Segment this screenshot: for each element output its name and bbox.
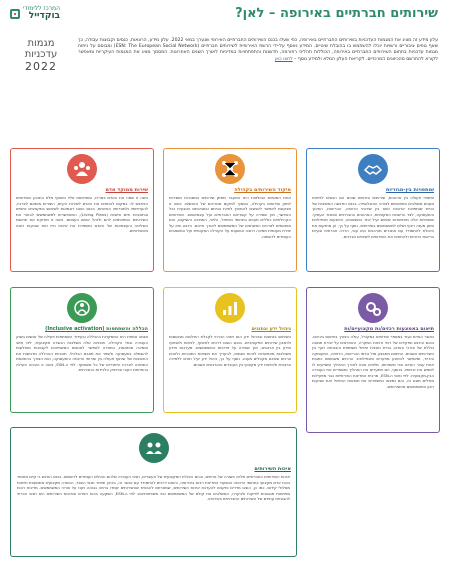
logo-line-1: המרכז ללימודי — [23, 5, 61, 12]
topic-card-coordination — [306, 287, 440, 433]
workforce-icon — [139, 433, 169, 463]
topic-card-person-centred — [10, 148, 154, 272]
topic-card-partnerships — [306, 148, 440, 272]
logo-line-2: בוקדייל — [28, 11, 61, 21]
read-more-link[interactable]: לחצו כאן — [274, 56, 293, 62]
handshake-icon — [358, 154, 388, 184]
inclusion-icon — [67, 293, 97, 323]
intro-text: עלון מידע זה מציג את המגמות העדכניות בשירותים החברתיים באירופה, כפי שעלו בכנס השירותים החברתיים האירופי שנערך במאי 2022. עלון מידע, הרצאות, כנסים וקבוצות עבודה, כך שאף גופים ציבוריים ורשויות יוכלו להשתמש בו בהובלת שינויים. המידע נאסף על-ידי הרשת האירופית לשירותים חברתיים (ESN: The European Social Network) ומבוסס על ניתוח מגמות עדכניות בתחום השירותים החברתיים באירופה, הכוללות תהליכי רפורמה, חדשנות והתפתחויות במדיניות לאורך השנים האחרונות. המסמך מציג את המגמות העיקריות ומאפשר לקורא להתרשם מהכיוונים המרכזיים. לקריאת העלון המלא ולמידע נוסף – — [78, 38, 438, 62]
growth-icon — [215, 293, 245, 323]
topic-card-inclusion — [10, 287, 154, 413]
topic-card-community — [163, 148, 297, 272]
card-body: שיתופי פעולה בין ארגונים, שירותים וגורמים שונים הם הבסיס לפיתוח מענים משולבים ומותאמים לצורכי האוכלוסייה. בכנס הודגשה החשיבות של בניית שותפויות ארוכות טווח בין שירותי הרווחה, הבריאות, החינוך והתעסוקה, לצד הרשויות המקומיות, הארגונים החברתיים והמגזר העסקי. שותפויות אלה מאפשרות שימוש יעיל יותר במשאבים, הימנעות מכפילויות ומתן מענה רציף ושלם למשתמשים בשירותים. נוסף על כך, הן מחזקות את היכולת להתמודד עם אתגרים מורכבים כמו עוני, הדרה חברתית ובעיות בריאות כרוניות ולהתאים את השירותים לשינויים בצרכים. — [312, 195, 434, 239]
intro-section — [10, 38, 438, 96]
logo-text — [23, 6, 60, 21]
topic-card-quality — [10, 427, 297, 557]
card-title: שותפויות בין-מגזריות — [385, 187, 434, 193]
card-body: כאשר האדם נעזר במספר שירותים במקביל, עולה הצורך בתיאום ביניהם. בכנס הודגש תפקידם של רכזי ורכזות המקרה, האחראים על יצירת תמונה כוללת של צורכי האדם, בניית תוכנית טיפול משותפת והבטחת רצף בין השירותים השונים. התיאום מתבצע מול גורמי הבריאות, הרווחה, התעסוקה והדיור, ומאפשר להימנע מפערים ומכפילויות. הרכזים משמשים כתובת אחת עבור האדם ובני משפחתו, מלווים אותו לאורך התהליך ומסייעים לו לממש את זכויותיו. בנוסף, הם מתעדים את התהליך ומשפרים את העבודה הבין-מקצועית. לפי נתוני ה-ESN, מרבית המדינות האירופיות כבר מפעילות מודלים מסוג זה, והם נמצאו כמשפרים את תוצאות הטיפול ואת שביעות רצון המשתמשים מהשירותים. — [312, 334, 434, 389]
card-title: שירות ממוקד אדם — [105, 187, 148, 193]
card-title: מיקוד השירותים בקהילה — [234, 187, 291, 193]
leaf-logo-icon — [10, 9, 20, 19]
gears-icon — [358, 293, 388, 323]
card-body: אחת המגמות הבולטות היא המעבר ממתן שירותים במסגרות מוסדיות למתן שירותים בקהילה, בסמוך למקום מגוריהם של האנשים. גישה זו מבקשת לאפשר לאנשים להמשיך לחיות בביתם ובסביבתם הטבעית ככל האפשר, תוך שמירה על קשריהם החברתיים ועל עצמאותם. השירותים הקהילתיים כוללים מענים בתחומי הטיפול, הליווי, התמיכה והשיקום, והם מותאמים לצרכים המשתנים של המשתמשים לאורך חייהם. הדגש הוא על יצירת מעטפת תמיכה רחבה הנשענת על הקהילה המקומית ועל המשאבים העומדים לרשותה. — [169, 195, 291, 239]
card-body: מגמה נוספת היא התמקדות בהכללה ובעידוד השתתפות פעילה של אנשים בשוק העבודה ובחיי הקהילה. תוכניות אלה משלבות הכשרה מקצועית, ליווי אישי ותמיכה מותאמת, במטרה לאפשר לאנשים המשתייכים לקבוצות מוחלשות להשתלב בתעסוקה ולשפר את מצבם הכלכלי. תוכניות ההכללה מדגישות את החשיבות של שיתוף פעולה בין שירותי הרווחה והתעסוקה, ואת הצורך בהתאמת התמיכה לצרכיו הייחודיים של כל משתתף. לפי ה-ESN, גישה זו הוכחה כיעילה בהפחתת העוני ובחיזוק הלכידות החברתית. — [16, 334, 148, 373]
intro-paragraph — [78, 38, 438, 63]
card-title: תיאום באמצעות רכזים/ות מקצועיים/ות — [344, 326, 434, 332]
trends-heading-line-1: מגמות עדכניות — [24, 38, 58, 60]
card-body: איכות השירותים החברתיים תלויה בשורה של גורמים, ובהם היכולת המקצועית של העובדים, תנאי העבודה שלהם והכלים העומדים לרשותם. בכנס הודגש כי קיים מחסור בכוח אדם מקצועי בתחומי הרווחה והסיעוד במדינות רבות באירופה, והוצגו דרכים להתמודד עם אתגר זה, ביניהן שיפור תנאי השכר, הכשרה מקצועית מתמשכת ופיתוח מסלולי קידום. כמו כן, הוצגו מדדים ותקנים להערכת איכות השירותים, שמטרתם להבטיח שהשירותים יעמדו ברמה גבוהה ויענו על צורכי המשתמשים. מדינות רבות מפתחות מנגנונים לפיקוח ולבקרה, המשלבים את קולם של המשתמשים ובני משפחותיהם. לפי ה-ESN, השקעה בכוח האדם ובאיכות השירותים היא תנאי הכרחי להבטחת עתידם של השירותים החברתיים באירופה. — [17, 474, 290, 502]
card-title: הכללה והשתתפות (Inclusive activation) — [45, 326, 148, 332]
people-icon — [67, 154, 97, 184]
topic-card-knowledge — [163, 287, 297, 413]
card-body: גישה זו שמה את האדם במרכז, ומתייחסת אליו כשותף מלא בתכנון השירותים הניתנים לו. במקום להתאים את האדם לשירות הקיים, השירות מותאם לצרכיו, להעדפותיו ולמטרותיו האישיות. בכנס הוצגו דוגמאות לשימוש בתקציבים אישיים ובתוכניות חיים אישיות (Living Plans), המאפשרים למשתמשים לבחור את השירותים המתאימים להם ולנהל אותם בעצמם. גישה זו מחזקת את תחושת השליטה והעצמאות של האדם ומשפרת את איכות חייו ואת שביעות רצונו מהשירותים. — [16, 195, 149, 234]
card-title: ניהול ידע ונתונים — [251, 326, 291, 332]
page-title: שירותים חברתיים באירופה – לאן? — [235, 6, 438, 21]
organization-logo — [10, 6, 60, 21]
card-title: איכות השירותים — [254, 466, 291, 472]
trends-heading-year: 2022 — [25, 60, 57, 73]
network-icon — [215, 154, 245, 184]
page-header — [10, 6, 438, 24]
trends-heading — [10, 38, 72, 73]
card-body: השימוש בנתונים ובניהול ידע הוא תנאי הכרחי לקבלת החלטות מבוססות ולתכנון שירותים אפקטיביים. בכנס הוצגו דרכים לאיסוף, לניתוח ולשיתוף מידע בין ארגונים, תוך שמירה על פרטיות המשתמשים. מערכות מידע משולבות מאפשרות לזהות מגמות, להעריך את תוצאות התוכניות ולזהות צרכים שאינם מקבלים מענה. נוסף על כך, ניהול ידע יעיל תורם ללמידה ארגונית ולהפצת ידע מקצועי בין העובדים והארגונים השונים. — [169, 334, 291, 367]
